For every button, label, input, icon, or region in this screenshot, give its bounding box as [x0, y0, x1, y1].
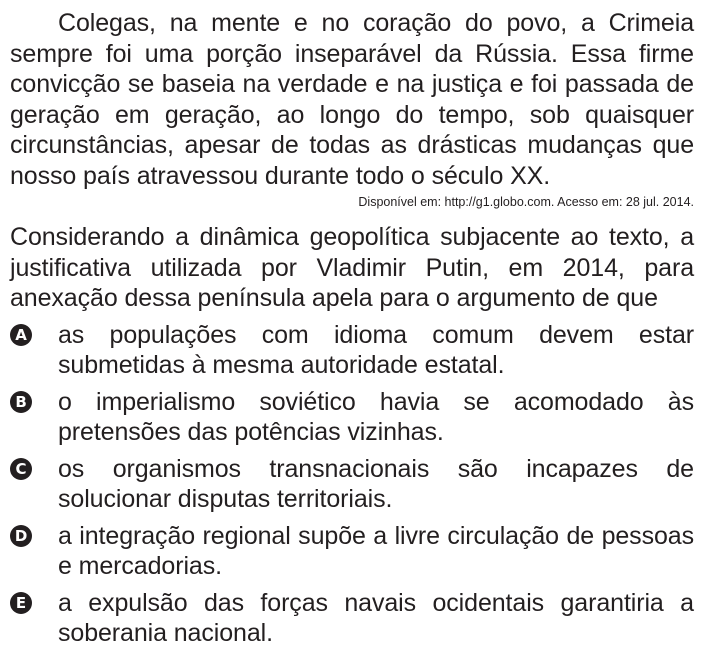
answer-options — [10, 320, 694, 649]
option-d[interactable] — [10, 521, 694, 582]
option-c-letter-icon: C — [10, 458, 32, 480]
option-a-text: as populações com idioma comum devem estar submetidas à mesma autoridade estatal. — [58, 320, 694, 379]
option-c[interactable] — [10, 454, 694, 515]
option-d-text: a integração regional supõe a livre circulação de pessoas e mercadorias. — [58, 521, 694, 580]
question-stem: Considerando a dinâmica geopolítica subjacente ao texto, a justificativa utilizada por Vladimir Putin, em 2014, para anexação dessa península apela para o argumento de que — [10, 223, 694, 312]
option-e-letter-icon: E — [10, 592, 32, 614]
option-d-letter-icon: D — [10, 525, 32, 547]
option-c-text: os organismos transnacionais são incapazes de solucionar disputas territoriais. — [58, 454, 694, 513]
exam-question — [10, 8, 694, 655]
quote-source: Disponível em: http://g1.globo.com. Acesso em: 28 jul. 2014. — [358, 195, 694, 209]
option-e-text: a expulsão das forças navais ocidentais garantiria a soberania nacional. — [58, 588, 694, 647]
option-a-letter-icon: A — [10, 324, 32, 346]
option-b[interactable] — [10, 387, 694, 448]
option-b-text: o imperialismo soviético havia se acomodado às pretensões das potências vizinhas. — [58, 387, 694, 446]
quote-text: Colegas, na mente e no coração do povo, a Crimeia sempre foi uma porção inseparável da Rússia. Essa firme convicção se baseia na verdade e na justiça e foi passada de geração em geração, ao longo do tempo, sob quaisquer circunstâncias, apesar de todas as drásticas mudanças que nosso país atravessou durante todo o século XX. — [10, 9, 694, 190]
option-b-letter-icon: B — [10, 391, 32, 413]
option-e[interactable] — [10, 588, 694, 649]
option-a[interactable] — [10, 320, 694, 381]
